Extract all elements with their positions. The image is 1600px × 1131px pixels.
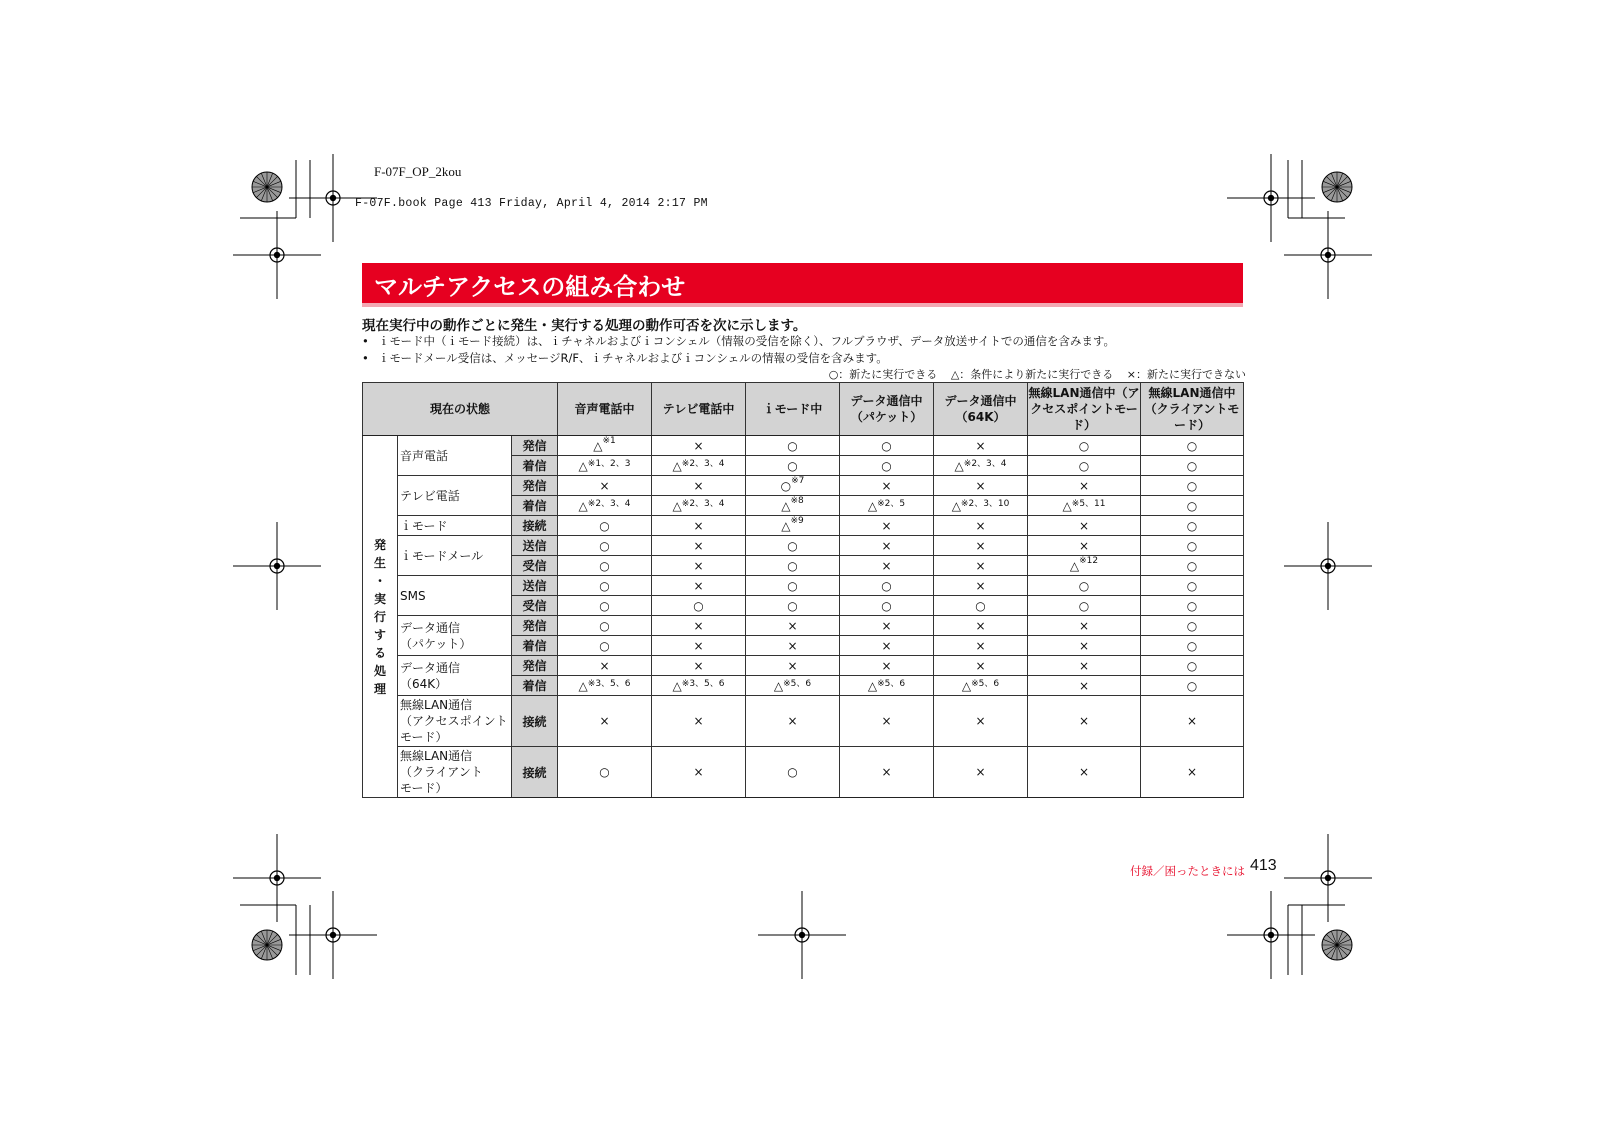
note-bullet-1 <box>362 333 1115 349</box>
availability-cell: × <box>840 556 934 576</box>
availability-cell: ○ <box>1141 516 1244 536</box>
availability-cell: × <box>558 476 652 496</box>
footnote-ref: ※5、6 <box>877 678 906 689</box>
availability-cell: ○ <box>1141 656 1244 676</box>
availability-cell: × <box>840 476 934 496</box>
availability-cell: ○ <box>1141 676 1244 696</box>
availability-cell: △$^{※3、5、6}$ <box>558 676 652 696</box>
availability-cell: ○ <box>746 456 840 476</box>
availability-cell: × <box>652 516 746 536</box>
book-info-line: F-07F.book Page 413 Friday, April 4, 2014 2:17 PM <box>355 197 708 210</box>
availability-cell: × <box>1028 676 1141 696</box>
availability-cell: × <box>1141 696 1244 747</box>
availability-cell: × <box>1028 536 1141 556</box>
process-name: ｉモードメール <box>398 536 512 576</box>
availability-cell: × <box>934 476 1028 496</box>
availability-cell: × <box>652 576 746 596</box>
note-text: ｉモード中（ｉモード接続）は、ｉチャネルおよびｉコンシェル（情報の受信を除く）、フルブラウザ、データ放送サイトでの通信を含みます。 <box>378 334 1115 348</box>
availability-cell: △$^{※5、11}$ <box>1028 496 1141 516</box>
availability-cell: △$^{※8}$ <box>746 496 840 516</box>
footer-section-label: 付録／困ったときには <box>1130 864 1245 878</box>
table-row <box>363 656 1244 676</box>
action-label: 着信 <box>512 636 558 656</box>
action-label: 受信 <box>512 596 558 616</box>
footnote-ref: ※2、5 <box>877 498 906 509</box>
column-header: ｉモード中 <box>746 383 840 436</box>
availability-cell: △$^{※3、5、6}$ <box>652 676 746 696</box>
availability-cell: ○ <box>746 596 840 616</box>
footnote-ref: ※2、3、4 <box>963 458 1007 469</box>
availability-cell: × <box>558 696 652 747</box>
column-header: 無線LAN通信中（クライアントモード） <box>1141 383 1244 436</box>
action-label: 着信 <box>512 676 558 696</box>
availability-cell: ○ <box>840 596 934 616</box>
footnote-ref: ※2、3、4 <box>681 498 725 509</box>
footnote-ref: ※2、3、4 <box>681 458 725 469</box>
availability-cell: ○ <box>840 456 934 476</box>
process-name: 音声電話 <box>398 436 512 476</box>
availability-cell: △$^{※2、3、10}$ <box>934 496 1028 516</box>
availability-cell: △$^{※5、6}$ <box>934 676 1028 696</box>
availability-cell: × <box>1028 696 1141 747</box>
footnote-ref: ※3、5、6 <box>587 678 631 689</box>
column-header: データ通信中（64K） <box>934 383 1028 436</box>
availability-cell: × <box>934 616 1028 636</box>
column-header: テレビ電話中 <box>652 383 746 436</box>
symbol-legend <box>819 366 1246 382</box>
table-row <box>363 696 1244 747</box>
table-row <box>363 616 1244 636</box>
availability-cell: ○ <box>746 576 840 596</box>
footnote-ref: ※9 <box>790 515 804 526</box>
table-row <box>363 436 1244 456</box>
availability-cell: △$^{※2、3、4}$ <box>934 456 1028 476</box>
availability-cell: × <box>652 536 746 556</box>
availability-cell: ○ <box>1028 576 1141 596</box>
page-number: 413 <box>1250 857 1277 874</box>
availability-cell: × <box>652 656 746 676</box>
availability-cell: ○ <box>1028 596 1141 616</box>
footnote-ref: ※1、2、3 <box>587 458 631 469</box>
availability-cell: △$^{※5、6}$ <box>746 676 840 696</box>
lead-text: 現在実行中の動作ごとに発生・実行する処理の動作可否を次に示します。 <box>362 318 807 334</box>
availability-cell: × <box>840 696 934 747</box>
vertical-row-label: 発 生 ・ 実 行 す る 処 理 <box>363 436 398 798</box>
availability-cell: ○ <box>1028 456 1141 476</box>
availability-cell: ○ <box>1141 616 1244 636</box>
footnote-ref: ※8 <box>790 495 804 506</box>
availability-cell: × <box>934 656 1028 676</box>
column-header: 無線LAN通信中（アクセスポイントモード） <box>1028 383 1141 436</box>
process-name: ｉモード <box>398 516 512 536</box>
availability-cell: ○ <box>558 556 652 576</box>
availability-cell: △$^{※1}$ <box>558 436 652 456</box>
availability-cell: × <box>934 636 1028 656</box>
availability-cell: × <box>840 656 934 676</box>
table-row <box>363 747 1244 798</box>
availability-cell: ○ <box>1141 636 1244 656</box>
action-label: 着信 <box>512 456 558 476</box>
availability-cell: ○ <box>1141 556 1244 576</box>
availability-cell: × <box>840 747 934 798</box>
availability-cell: × <box>652 436 746 456</box>
availability-cell: × <box>840 516 934 536</box>
availability-cell: × <box>934 747 1028 798</box>
process-name: SMS <box>398 576 512 616</box>
bullet-mark: • <box>362 351 369 365</box>
table-row <box>363 516 1244 536</box>
multi-access-table <box>362 382 1244 798</box>
availability-cell: × <box>1028 516 1141 536</box>
footnote-ref: ※1 <box>602 435 616 446</box>
job-name: F-07F_OP_2kou <box>374 164 462 179</box>
availability-cell: × <box>1028 636 1141 656</box>
note-text: ｉモードメール受信は、メッセージR/F、ｉチャネルおよびｉコンシェルの情報の受信を含みます。 <box>378 351 888 365</box>
availability-cell: ○ <box>746 747 840 798</box>
process-name: データ通信 （パケット） <box>398 616 512 656</box>
process-name: テレビ電話 <box>398 476 512 516</box>
page-title: マルチアクセスの組み合わせ <box>374 273 686 301</box>
availability-cell: × <box>746 656 840 676</box>
availability-cell: × <box>1028 616 1141 636</box>
footnote-ref: ※5、6 <box>971 678 1000 689</box>
action-label: 接続 <box>512 516 558 536</box>
action-label: 着信 <box>512 496 558 516</box>
availability-cell: △$^{※2、3、4}$ <box>558 496 652 516</box>
availability-cell: ○ <box>558 747 652 798</box>
table-row <box>363 536 1244 556</box>
availability-cell: × <box>840 616 934 636</box>
action-label: 受信 <box>512 556 558 576</box>
action-label: 接続 <box>512 696 558 747</box>
availability-cell: △$^{※2、5}$ <box>840 496 934 516</box>
availability-cell: × <box>840 636 934 656</box>
availability-cell: △$^{※2、3、4}$ <box>652 496 746 516</box>
availability-cell: ○ <box>1141 536 1244 556</box>
availability-cell: ○ <box>558 616 652 636</box>
section-title-bar <box>362 263 1243 307</box>
availability-cell: × <box>652 636 746 656</box>
availability-cell: ○ <box>1141 476 1244 496</box>
availability-cell: × <box>934 536 1028 556</box>
footnote-ref: ※5、11 <box>1071 498 1106 509</box>
action-label: 発信 <box>512 616 558 636</box>
footnote-ref: ※12 <box>1079 555 1099 566</box>
availability-cell: ○ <box>652 596 746 616</box>
availability-cell: ○ <box>558 576 652 596</box>
availability-cell: △$^{※12}$ <box>1028 556 1141 576</box>
table-row <box>363 476 1244 496</box>
action-label: 送信 <box>512 536 558 556</box>
process-name: データ通信 （64K） <box>398 656 512 696</box>
action-label: 発信 <box>512 436 558 456</box>
availability-cell: ○ <box>746 436 840 456</box>
availability-cell: ○ <box>558 536 652 556</box>
action-label: 発信 <box>512 656 558 676</box>
availability-cell: ○ <box>558 636 652 656</box>
availability-cell: ○ <box>840 436 934 456</box>
availability-cell: ○ <box>934 596 1028 616</box>
column-header: 音声電話中 <box>558 383 652 436</box>
availability-cell: × <box>1141 747 1244 798</box>
legend-ng: ×：新たに実行できない <box>1126 368 1246 381</box>
note-bullet-2 <box>362 350 888 366</box>
footnote-ref: ※3、5、6 <box>681 678 725 689</box>
availability-cell: ○ <box>1141 596 1244 616</box>
bullet-mark: • <box>362 334 369 348</box>
availability-cell: × <box>934 576 1028 596</box>
availability-cell: ○ <box>746 536 840 556</box>
availability-cell: × <box>934 516 1028 536</box>
availability-cell: ○ <box>1141 496 1244 516</box>
availability-cell: × <box>652 616 746 636</box>
availability-cell: ○$^{※7}$ <box>746 476 840 496</box>
availability-cell: × <box>1028 747 1141 798</box>
availability-cell: × <box>934 696 1028 747</box>
process-name: 無線LAN通信 （クライアント モード） <box>398 747 512 798</box>
legend-ok: ○：新たに実行できる <box>828 368 938 381</box>
column-header: データ通信中（パケット） <box>840 383 934 436</box>
availability-cell: ○ <box>558 516 652 536</box>
availability-cell: △$^{※2、3、4}$ <box>652 456 746 476</box>
availability-cell: △$^{※9}$ <box>746 516 840 536</box>
legend-conditional: △：条件により新たに実行できる <box>950 368 1114 381</box>
availability-cell: ○ <box>840 576 934 596</box>
availability-cell: × <box>934 556 1028 576</box>
table-row <box>363 576 1244 596</box>
table-header-row <box>363 383 1244 436</box>
availability-cell: × <box>1028 476 1141 496</box>
availability-cell: × <box>652 556 746 576</box>
availability-cell: × <box>652 476 746 496</box>
footnote-ref: ※2、3、4 <box>587 498 631 509</box>
footnote-ref: ※7 <box>791 475 805 486</box>
availability-cell: ○ <box>1141 576 1244 596</box>
footnote-ref: ※5、6 <box>783 678 812 689</box>
availability-cell: × <box>746 616 840 636</box>
availability-cell: × <box>558 656 652 676</box>
availability-cell: ○ <box>1141 436 1244 456</box>
availability-cell: × <box>840 536 934 556</box>
availability-cell: × <box>746 636 840 656</box>
action-label: 接続 <box>512 747 558 798</box>
availability-cell: × <box>934 436 1028 456</box>
availability-cell: × <box>652 747 746 798</box>
availability-cell: × <box>652 696 746 747</box>
availability-cell: × <box>746 696 840 747</box>
availability-cell: ○ <box>558 596 652 616</box>
availability-cell: △$^{※5、6}$ <box>840 676 934 696</box>
availability-cell: ○ <box>1028 436 1141 456</box>
availability-cell: △$^{※1、2、3}$ <box>558 456 652 476</box>
availability-cell: ○ <box>746 556 840 576</box>
process-name: 無線LAN通信 （アクセスポイント モード） <box>398 696 512 747</box>
footnote-ref: ※2、3、10 <box>960 498 1010 509</box>
availability-cell: × <box>1028 656 1141 676</box>
action-label: 送信 <box>512 576 558 596</box>
corner-header: 現在の状態 <box>363 383 558 436</box>
availability-cell: ○ <box>1141 456 1244 476</box>
action-label: 発信 <box>512 476 558 496</box>
